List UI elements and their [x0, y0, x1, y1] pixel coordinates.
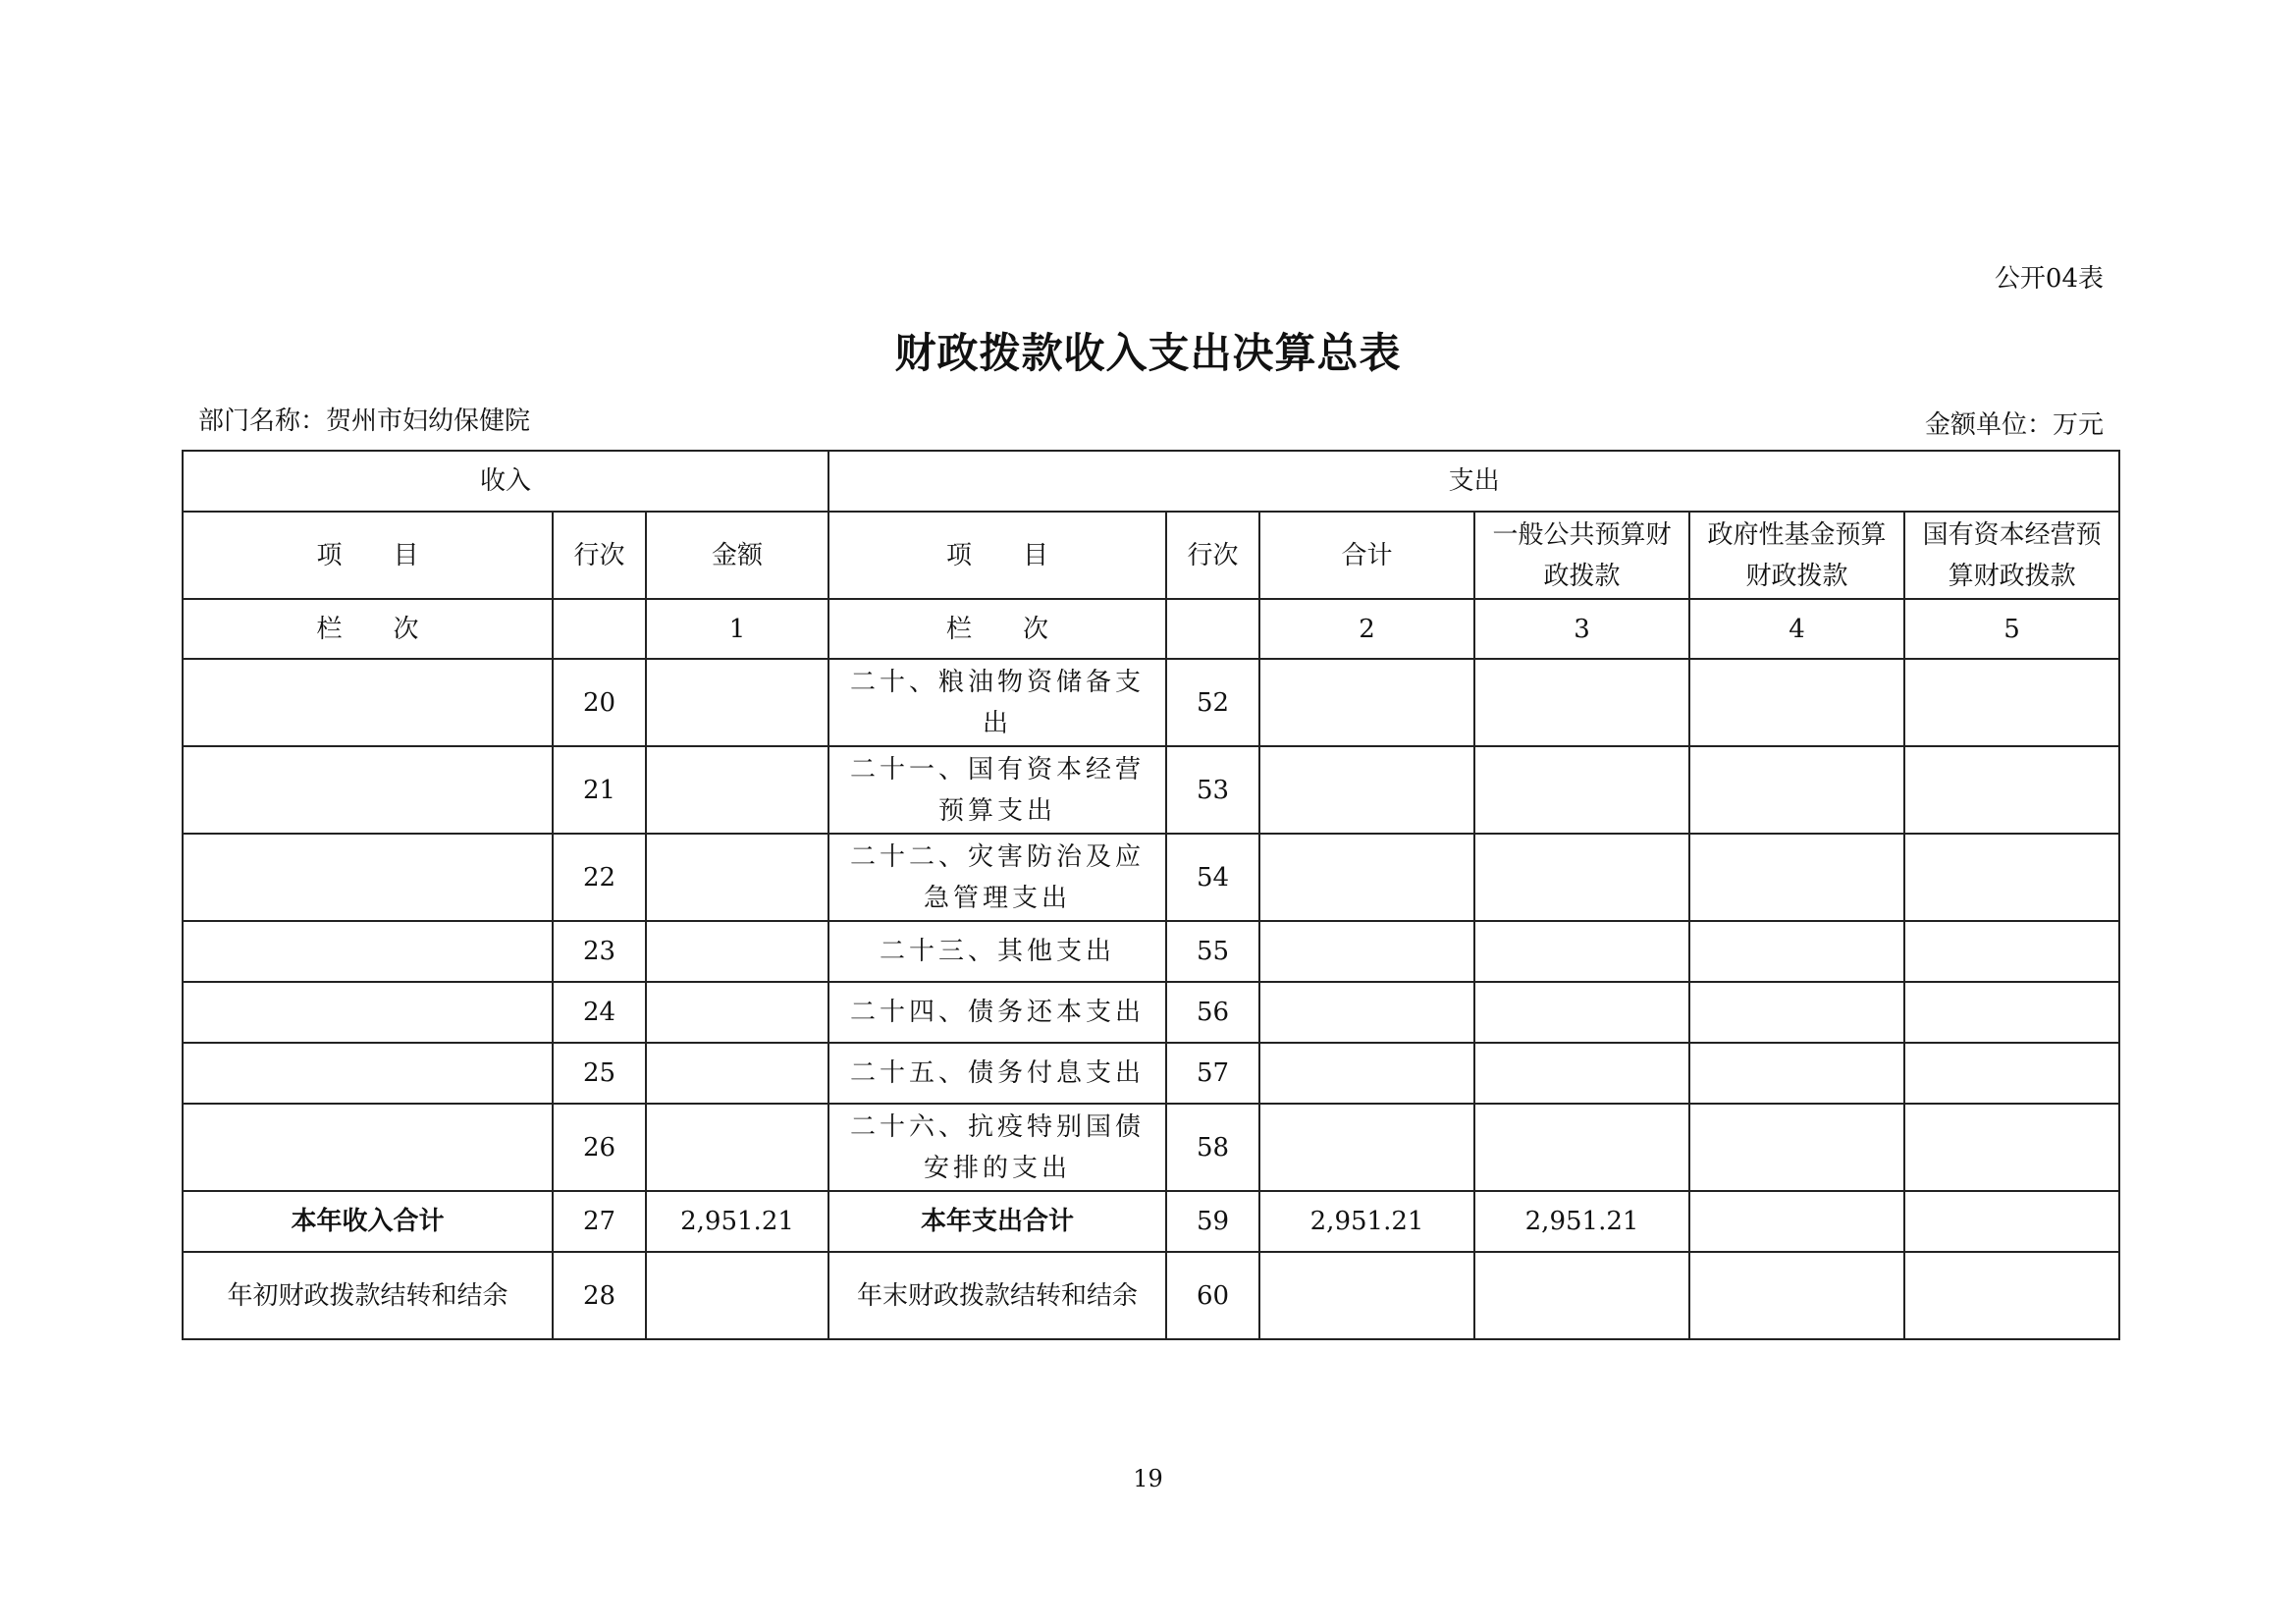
total-amount [1259, 834, 1474, 921]
page-title: 财政拨款收入支出决算总表 [894, 329, 1402, 377]
expense-row-no-header: 行次 [1166, 512, 1259, 599]
income-row-no-header: 行次 [553, 512, 646, 599]
income-amount [646, 746, 828, 834]
income-total-label: 本年收入合计 [183, 1191, 553, 1252]
income-total-amount: 2,951.21 [646, 1191, 828, 1252]
state-capital-amount [1904, 921, 2119, 982]
income-item [183, 659, 553, 746]
income-amount [646, 1252, 828, 1339]
income-row-no: 27 [553, 1191, 646, 1252]
state-capital-amount [1904, 982, 2119, 1043]
expense-item: 二十六、抗疫特别国债安排的支出 [828, 1104, 1166, 1191]
expense-item: 二十三、其他支出 [828, 921, 1166, 982]
department-name: 部门名称：贺州市妇幼保健院 [198, 406, 531, 436]
general-amount [1474, 982, 1689, 1043]
income-row-no: 26 [553, 1104, 646, 1191]
total-amount [1259, 746, 1474, 834]
amount-unit: 金额单位：万元 [1924, 410, 2104, 440]
gov-fund-amount [1689, 1043, 1904, 1104]
expense-row-no: 57 [1166, 1043, 1259, 1104]
income-header: 收入 [183, 451, 828, 512]
general-amount [1474, 1043, 1689, 1104]
gov-fund-amount [1689, 1252, 1904, 1339]
total-header: 合计 [1259, 512, 1474, 599]
state-capital-amount [1904, 1104, 2119, 1191]
col-index-2: 2 [1259, 599, 1474, 659]
income-amount [646, 834, 828, 921]
income-item [183, 1043, 553, 1104]
table-row [183, 1043, 2119, 1104]
table-row [183, 982, 2119, 1043]
income-item [183, 921, 553, 982]
total-amount [1259, 1104, 1474, 1191]
expense-row-no: 53 [1166, 746, 1259, 834]
annual-total-row [183, 1191, 2119, 1252]
income-item-header: 项 目 [183, 512, 553, 599]
table-row [183, 746, 2119, 834]
income-row-no: 24 [553, 982, 646, 1043]
income-amount-header: 金额 [646, 512, 828, 599]
column-index-row [183, 599, 2119, 659]
income-item [183, 834, 553, 921]
total-amount [1259, 1252, 1474, 1339]
income-item [183, 982, 553, 1043]
total-amount: 2,951.21 [1259, 1191, 1474, 1252]
gov-fund-amount [1689, 659, 1904, 746]
table-row [183, 1104, 2119, 1191]
general-amount [1474, 921, 1689, 982]
expense-row-no: 60 [1166, 1252, 1259, 1339]
table-row [183, 659, 2119, 746]
income-item [183, 1104, 553, 1191]
gov-fund-amount [1689, 982, 1904, 1043]
carryover-row [183, 1252, 2119, 1339]
page-number: 19 [1133, 1465, 1163, 1492]
state-capital-amount [1904, 834, 2119, 921]
general-amount [1474, 659, 1689, 746]
col-index-3: 3 [1474, 599, 1689, 659]
expense-row-no: 59 [1166, 1191, 1259, 1252]
general-amount [1474, 834, 1689, 921]
col-index-5: 5 [1904, 599, 2119, 659]
income-amount [646, 1043, 828, 1104]
expense-item-header: 项 目 [828, 512, 1166, 599]
expense-row-no: 58 [1166, 1104, 1259, 1191]
income-item [183, 746, 553, 834]
header-row-columns [183, 512, 2119, 599]
expense-item: 二十一、国有资本经营预算支出 [828, 746, 1166, 834]
income-row-no: 21 [553, 746, 646, 834]
income-row-no: 25 [553, 1043, 646, 1104]
gov-fund-amount [1689, 921, 1904, 982]
fiscal-summary-table [182, 450, 2120, 1340]
gov-fund-amount [1689, 1104, 1904, 1191]
expense-row-no: 52 [1166, 659, 1259, 746]
income-amount [646, 659, 828, 746]
expense-carryover-label: 年末财政拨款结转和结余 [828, 1252, 1166, 1339]
income-amount [646, 921, 828, 982]
total-amount [1259, 659, 1474, 746]
state-capital-amount [1904, 659, 2119, 746]
gov-fund-amount [1689, 746, 1904, 834]
income-carryover-label: 年初财政拨款结转和结余 [183, 1252, 553, 1339]
expense-row-no: 56 [1166, 982, 1259, 1043]
col-index-1: 1 [646, 599, 828, 659]
expense-col-label: 栏 次 [828, 599, 1166, 659]
general-budget-header: 一般公共预算财政拨款 [1474, 512, 1689, 599]
state-capital-amount [1904, 1252, 2119, 1339]
total-amount [1259, 921, 1474, 982]
state-capital-header: 国有资本经营预算财政拨款 [1904, 512, 2119, 599]
general-amount [1474, 1104, 1689, 1191]
expense-total-label: 本年支出合计 [828, 1191, 1166, 1252]
gov-fund-amount [1689, 834, 1904, 921]
state-capital-amount [1904, 1191, 2119, 1252]
income-row-no: 22 [553, 834, 646, 921]
total-amount [1259, 982, 1474, 1043]
col-index-4: 4 [1689, 599, 1904, 659]
table-row [183, 834, 2119, 921]
general-amount [1474, 746, 1689, 834]
income-col-label: 栏 次 [183, 599, 553, 659]
income-amount [646, 982, 828, 1043]
table-row [183, 921, 2119, 982]
expense-header: 支出 [828, 451, 2119, 512]
general-amount [1474, 1252, 1689, 1339]
expense-row-no: 55 [1166, 921, 1259, 982]
gov-fund-header: 政府性基金预算财政拨款 [1689, 512, 1904, 599]
gov-fund-amount [1689, 1191, 1904, 1252]
expense-item: 二十、粮油物资储备支出 [828, 659, 1166, 746]
expense-item: 二十二、灾害防治及应急管理支出 [828, 834, 1166, 921]
state-capital-amount [1904, 746, 2119, 834]
income-row-no: 20 [553, 659, 646, 746]
income-row-no: 23 [553, 921, 646, 982]
income-row-no: 28 [553, 1252, 646, 1339]
general-amount: 2,951.21 [1474, 1191, 1689, 1252]
form-number: 公开04表 [1994, 264, 2104, 294]
expense-row-no: 54 [1166, 834, 1259, 921]
total-amount [1259, 1043, 1474, 1104]
header-row-groups [183, 451, 2119, 512]
expense-item: 二十五、债务付息支出 [828, 1043, 1166, 1104]
expense-item: 二十四、债务还本支出 [828, 982, 1166, 1043]
state-capital-amount [1904, 1043, 2119, 1104]
income-amount [646, 1104, 828, 1191]
